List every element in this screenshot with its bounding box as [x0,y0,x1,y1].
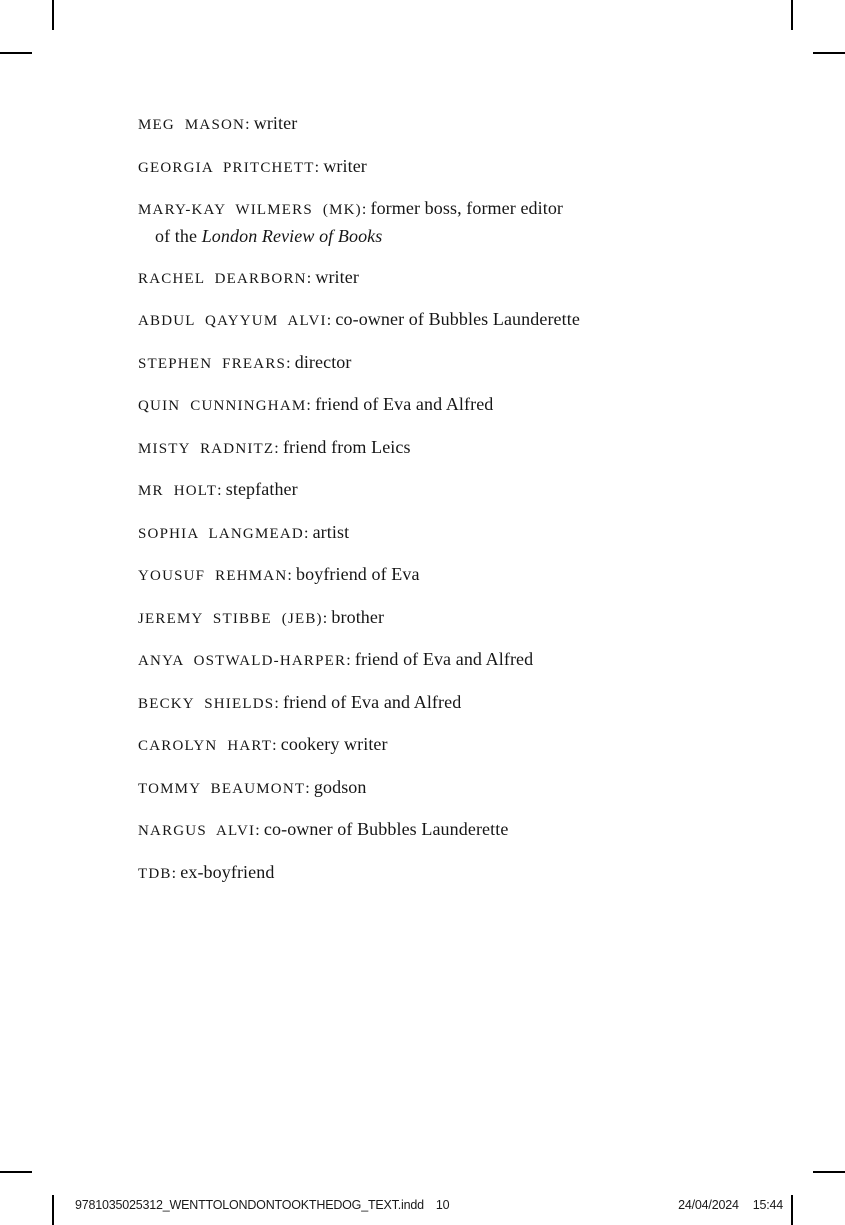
crop-mark-bottom-left-horizontal [0,1171,32,1173]
character-entry [138,264,618,292]
character-entry [138,110,618,138]
character-entry [138,153,618,181]
name-separator: : [306,269,316,287]
character-entry [138,859,618,887]
character-description: stepfather [225,479,298,499]
slug-time: 15:44 [752,1198,783,1212]
character-description: co-owner of Bubbles Launderette [263,819,509,839]
character-entry [138,391,618,419]
character-name: JEREMY STIBBE (JEB) [138,610,323,627]
character-name: ABDUL QAYYUM ALVI [138,313,327,329]
crop-mark-top-left-horizontal [0,52,32,54]
character-description: artist [312,521,350,542]
italic-title: London Review of Books [201,226,383,246]
name-separator: : [303,524,313,542]
character-description: boyfriend of Eva [296,564,420,584]
character-description: friend of Eva and Alfred [282,691,462,712]
character-entry [138,816,618,844]
character-name: TOMMY BEAUMONT [138,780,306,797]
character-name: STEPHEN FREARS [138,355,287,372]
character-name: CAROLYN HART [138,738,273,754]
character-entry [138,561,618,589]
character-name: QUIN CUNNINGHAM [138,398,307,414]
character-description: brother [331,606,385,627]
crop-mark-top-right-vertical [791,0,793,30]
name-separator: : [272,737,281,754]
crop-mark-bottom-right-horizontal [813,1171,845,1173]
character-description: former boss, former editor of the London Review of Books [155,198,564,246]
character-entry [138,306,618,334]
character-name: MARY-KAY WILMERS (MK) [138,202,362,218]
slug-right-group [678,1198,783,1212]
character-entry [138,646,618,674]
character-description: friend of Eva and Alfred [354,649,534,669]
character-entry [138,519,618,547]
name-separator: : [274,694,283,712]
character-name: MISTY RADNITZ [138,440,275,457]
crop-mark-top-right-horizontal [813,52,845,54]
character-entry [138,434,618,462]
character-description: friend from Leics [282,436,411,457]
slug-page-number: 10 [435,1198,450,1212]
crop-mark-bottom-right-vertical [791,1195,793,1225]
character-description: director [294,351,352,372]
character-description: ex-boyfriend [180,861,275,882]
character-description: writer [323,155,367,176]
character-description: co-owner of Bubbles Launderette [335,309,580,329]
name-separator: : [274,439,283,457]
character-name: NARGUS ALVI [138,823,256,839]
character-description: godson [313,776,367,797]
name-separator: : [314,158,324,176]
name-separator: : [322,609,332,627]
character-name: MEG MASON [138,117,246,133]
character-name: GEORGIA PRITCHETT [138,159,315,176]
character-entry [138,604,618,632]
character-entry [138,689,618,717]
print-slug-footer [75,1198,783,1212]
name-separator: : [306,397,316,414]
character-name: YOUSUF REHMAN [138,568,288,584]
name-separator: : [361,201,371,218]
name-separator: : [286,354,295,372]
slug-date: 24/04/2024 [678,1198,739,1212]
character-name: ANYA OSTWALD-HARPER [138,653,347,669]
character-description: cookery writer [280,734,388,754]
character-name: BECKY SHIELDS [138,695,275,712]
name-separator: : [287,567,297,584]
character-entry [138,731,618,759]
name-separator: : [171,864,181,882]
character-entry [138,349,618,377]
character-entry [138,476,618,504]
name-separator: : [217,482,226,499]
character-entry [138,774,618,802]
character-entry [138,195,618,249]
character-name: RACHEL DEARBORN [138,270,307,287]
character-description: friend of Eva and Alfred [315,394,494,414]
name-separator: : [305,779,314,797]
character-description: writer [253,113,298,133]
name-separator: : [346,652,355,669]
name-separator: : [326,312,336,329]
crop-mark-top-left-vertical [52,0,54,30]
crop-mark-bottom-left-vertical [52,1195,54,1225]
slug-left-group [75,1198,449,1212]
character-name: MR HOLT [138,483,218,499]
character-list [138,110,618,901]
character-name: SOPHIA LANGMEAD [138,525,304,542]
character-description: writer [315,266,359,287]
name-separator: : [255,822,264,839]
slug-filename: 9781035025312_WENTTOLONDONTOOKTHEDOG_TEXT.indd [75,1198,424,1212]
name-separator: : [245,116,254,133]
character-name: TDB [138,865,172,882]
